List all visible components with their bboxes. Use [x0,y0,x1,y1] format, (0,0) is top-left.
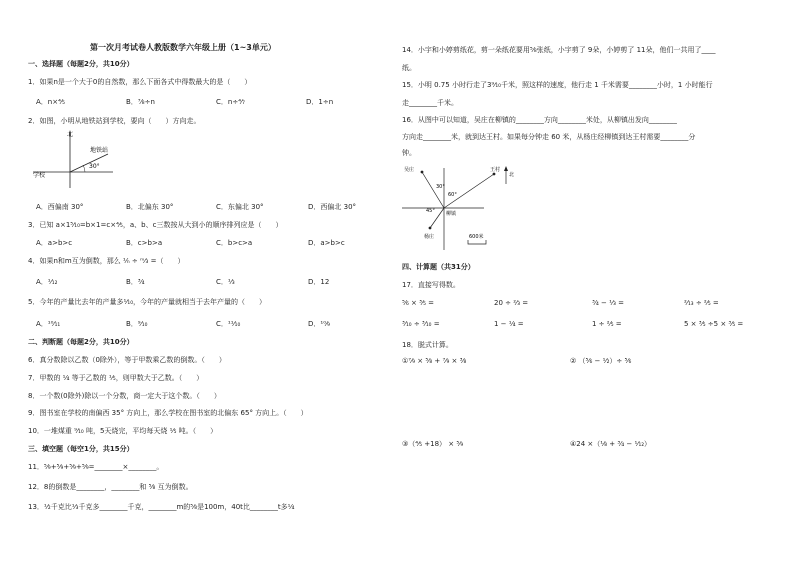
question-13: 13．¹⁄₂千克比¹⁄₃千克多________千克，________m的⁵⁄₈是100m，40t比________t多¹⁄₄ [28,503,295,511]
q3-option-b: B．c>b>a [126,239,163,247]
calc-4: ²⁄₁₃ ÷ ²⁄₅ = [684,299,719,307]
school-label: 学校 [33,172,46,179]
expr-2: ② （⁵⁄₆ − ¹⁄₂）÷ ⁵⁄₆ [570,357,632,365]
yang-point [429,227,432,230]
section-calc: 四、计算题（共31分） [402,263,475,271]
calc-row-2 [402,320,743,328]
wu-point [421,171,424,174]
section-judge: 二、判断题（每题2分，共10分） [28,338,134,346]
north-arrow-head [504,166,508,171]
angle-60-label: 60° [448,192,457,198]
q4-option-c: C．¹⁄₃ [216,278,235,286]
q1-option-c: C．n÷⁴⁄₇ [216,98,245,106]
q2-option-a: A．西偏南 30° [36,203,84,211]
question-6: 6．真分数除以乙数（0除外），等于甲数乘乙数的倒数。（ ） [28,356,226,364]
q3-option-c: C．b>c>a [216,239,253,247]
q2-option-c: C．东偏北 30° [216,203,264,211]
q5-option-c: C．¹¹⁄₁₀ [216,320,241,328]
calc-1: ⁵⁄₆ × ³⁄₅ = [402,299,434,307]
q4-options [36,277,329,287]
question-9: 9．图书室在学校的南偏西 35° 方向上，那么学校在图书室的北偏东 65° 方向上。（ ） [28,409,308,417]
question-4: 4．如果n和m互为倒数，那么 ¹⁄ₙ ÷ ᵐ⁄₃ =（ ） [28,257,185,265]
q3-option-a: A．a>b>c [36,239,73,247]
calc-6: 1 − ¹⁄₄ = [494,320,524,328]
question-1: 1．如果n是一个大于0的自然数，那么下面各式中得数最大的是（ ） [28,78,252,86]
q2-option-b: B．北偏东 30° [126,203,174,211]
question-17: 17．直接写得数。 [402,281,460,289]
question-16: 16．从图中可以知道，吴庄在柳镇的________方向________米处，从柳镇出发向________ [402,116,677,124]
question-15: 15．小明 0.75 小时行走了3⁹⁄₁₀千米，照这样的速度，他行走 1 千米需要________小时，1 小时能行 [402,81,713,89]
expr-1: ①⁷⁄₉ × ⁵⁄₈ + ⁷⁄₉ × ³⁄₈ [402,357,467,365]
section-fill: 三、填空题（每空1分，共15分） [28,445,134,453]
calc-2: 20 ÷ ²⁄₃ = [494,299,529,307]
question-14: 14．小宇和小婷剪纸花，剪一朵纸花要用⁵⁄₈张纸，小宇剪了 9朵，小婷剪了 11朵，他们一共用了____ [402,46,716,54]
expr-4: ④24 ×（¹⁄₈ + ³⁄₄ − ¹⁄₁₂） [570,440,652,448]
question-11: 11．⁵⁄₉+⁵⁄₉+⁵⁄₉+⁵⁄₉=________×________。 [28,463,164,471]
angle-arc [83,165,85,172]
q4-option-a: A．¹⁄₁₂ [36,278,58,286]
page-title: 第一次月考试卷人教版数学六年级上册（1~3单元） [90,43,276,52]
question-7: 7．甲数的 ¹⁄₄ 等于乙数的 ¹⁄₅，则甲数大于乙数。（ ） [28,374,204,382]
route-to-wang [444,174,494,208]
calc-5: ³⁄₁₀ ÷ ³⁄₁₀ = [402,320,440,328]
q5-option-a: A．¹⁰⁄₁₁ [36,320,61,328]
question-3: 3．已知 a×1⁵⁄₁₀=b×1=c×⁴⁄₅，a、b、c三数按从大到小的顺序排列应是（ ） [28,221,283,229]
q5-option-d: D．¹⁰⁄₉ [308,320,330,328]
question-14-cont: 纸。 [402,64,416,72]
calc-8: 5 × ³⁄₅ ÷5 × ³⁄₅ = [684,320,744,328]
q3-options [36,238,345,248]
wu-label: 吴庄 [404,167,415,173]
question-12: 12．8的倒数是________，________和 ⁵⁄₈ 互为倒数。 [28,483,193,491]
wang-label: 王村 [490,167,501,173]
liu-label: 柳镇 [446,211,457,217]
question-18: 18．脱式计算。 [402,341,453,349]
question-2: 2．如图，小明从地铁站到学校，要向（ ）方向走。 [28,117,201,125]
q2-options [36,202,356,212]
calc-7: 1 ÷ ²⁄₅ = [592,320,622,328]
yang-label: 杨庄 [424,234,435,240]
q16-map-figure [402,162,522,252]
expr-3: ③（⁴⁄₅ +18） × ⁵⁄₉ [402,440,464,448]
calc-row-1 [402,299,719,307]
scale-label: 600米 [469,234,484,240]
q1-option-b: B．⁷⁄₈÷n [126,98,155,106]
scale-bar [468,240,486,244]
angle-45-label: 45° [426,208,435,214]
q3-option-d: D．a>b>c [308,239,345,247]
station-label: 地铁站 [90,147,109,154]
question-5: 5．今年的产量比去年的产量多¹⁄₁₀，今年的产量就相当于去年产量的（ ） [28,298,267,306]
question-8: 8．一个数(0除外)除以一个分数，商一定大于这个数。（ ） [28,392,221,400]
question-16-cont: 方向走________米，就到达王村。如果每分钟走 60 米，从杨庄经柳镇到达王村需要________分 [402,133,696,141]
q2-direction-figure [33,128,153,188]
wang-point [493,173,496,176]
angle-label: 30° [89,163,100,170]
calc-3: ³⁄₄ − ¹⁄₃ = [592,299,624,307]
q1-options [36,97,333,107]
q1-option-d: D．1÷n [306,98,334,106]
q4-option-b: B．³⁄₄ [126,278,145,286]
route-to-wu [422,172,444,208]
north-label: 北 [67,131,74,138]
angle-30-label: 30° [436,184,445,190]
q1-option-a: A．n×⁴⁄₅ [36,98,65,106]
q4-option-d: D．12 [308,278,330,286]
section-choice: 一、选择题（每题2分，共10分） [28,60,134,68]
question-15-cont: 走________千米。 [402,99,458,107]
q5-option-b: B．⁹⁄₁₀ [126,320,148,328]
q2-option-d: D．西偏北 30° [308,203,357,211]
question-16-end: 钟。 [402,149,416,157]
q5-options [36,319,330,329]
map-north-label: 北 [509,172,515,178]
question-10: 10．一堆煤重 ⁹⁄₁₀ 吨，5天烧完，平均每天烧 ¹⁄₅ 吨。（ ） [28,427,218,435]
